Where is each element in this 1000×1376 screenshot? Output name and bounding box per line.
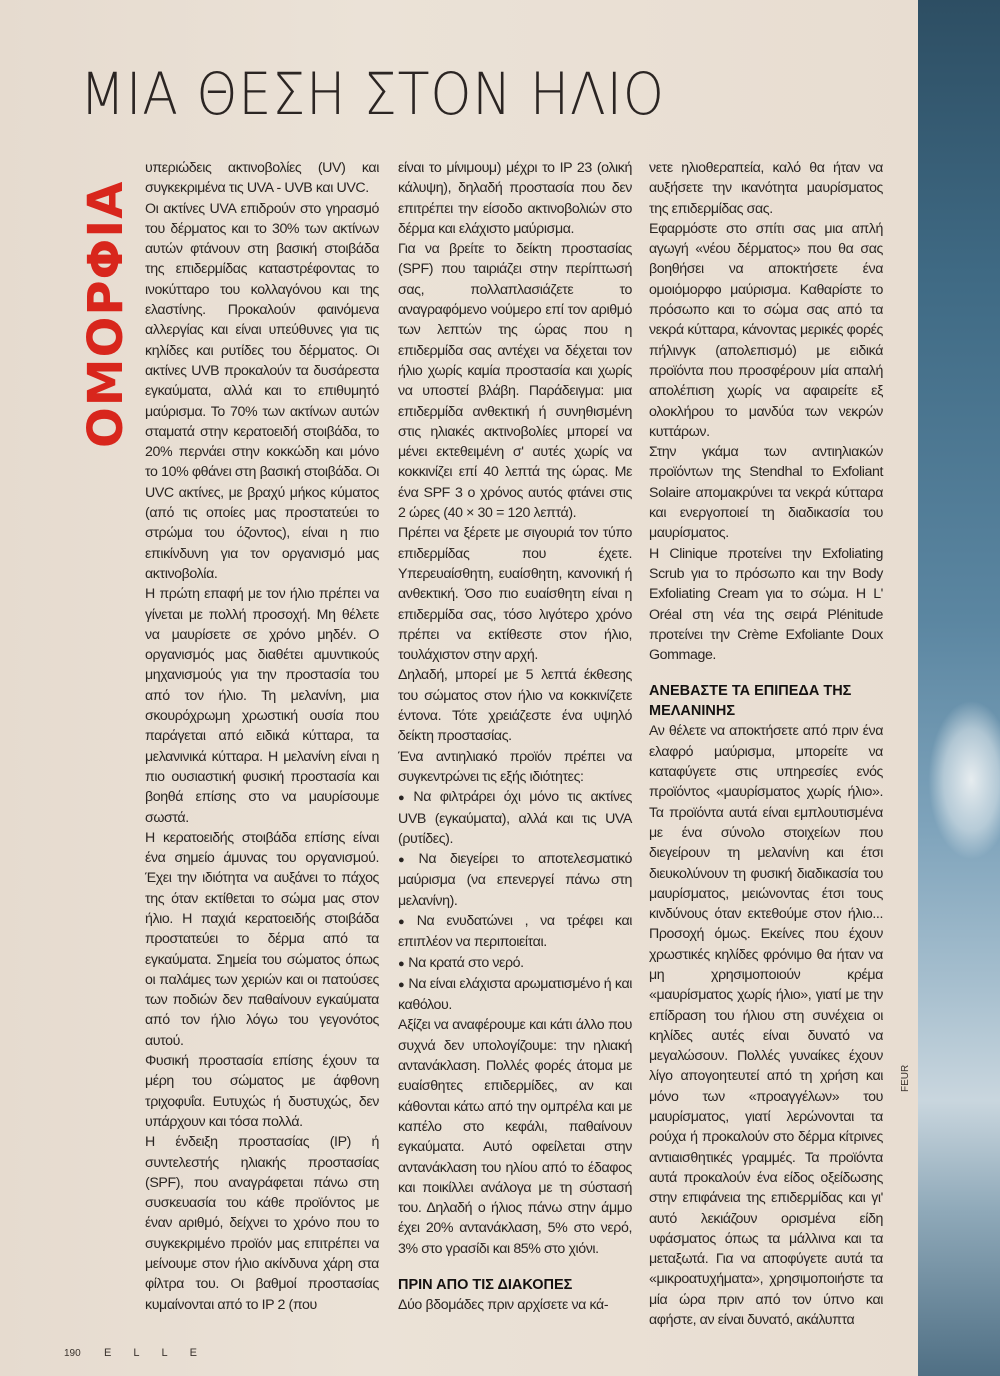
list-item: ● Να ενυδατώνει , να τρέφει και επιπλέον να περιποιείται. <box>398 911 632 953</box>
paragraph: Φυσική προστασία επίσης έχουν τα μέρη του σώματος με άφθονη τριχοφυΐα. Ευτυχώς ή δυστυχώς, δεν υπάρχουν και τόσα πολλά. <box>145 1053 379 1130</box>
paragraph: Πρέπει να ξέρετε με σιγουριά τον τύπο επιδερμίδας που έχετε. Υπερευαίσθητη, ευαίσθητη, κανονική ή ανθεκτική. Όσο πιο ευαίσθητη είναι η επιδερμίδα σας, τόσο λιγότερο χρόνο πρέπει να εκτίθεστε στον ήλιο, τουλάχιστον στην αρχή. <box>398 525 632 664</box>
sky-photo-strip <box>918 0 1000 1376</box>
paragraph: Η πρώτη επαφή με τον ήλιο πρέπει να γίνεται με πολλή προσοχή. Μη θέλετε να μαυρίσετε σε χρόνο μηδέν. Ο οργανισμός μας διαθέτει αμυντικούς μηχανισμούς για την προστασία του από τον ήλιο. Τη μελανίνη, μια σκουρόχρωμη χρωστική ουσία που παράγεται από ειδικά κύτταρα, τα μελανινικά κύτταρα. Η μελανίνη είναι η πιο ουσιαστική φυσική προστασία και βοηθά επίσης στο να μαυρίσουμε σωστά. <box>145 586 379 826</box>
photo-credit: FEUR <box>900 1064 911 1092</box>
paragraph: Η ένδειξη προστασίας (IP) ή συντελεστής ηλιακής προστασίας (SPF), που αναγράφεται πάνω στη συσκευασία του κάθε προϊόντος με έναν αριθμό, δείχνει το χρόνο που το συγκεκριμένο προϊόν μας επιτρέπει να μείνουμε στον ήλιο ακίνδυνα χάρη στα φίλτρα του. Οι βαθμοί προστασίας κυμαίνονται από το IP 2 (που <box>145 1134 379 1313</box>
article-title: ΜΙΑ ΘΕΣΗ ΣΤΟΝ ΗΛΙΟ <box>80 60 665 128</box>
paragraph: Αν θέλετε να αποκτήσετε από πριν ένα ελαφρό μαύρισμα, μπορείτε να καταφύγετε στις υπηρεσίες ενός προϊόντος «μαυρίσματος χωρίς ήλιο». Τα προϊόντα αυτά είναι εμπλουτισμένα με ένα σύνολο στοιχείων που διεγείρουν τη μελανίνη και έτσι διευκολύνουν τη φυσική διαδικασία του μαυρίσματος, μειώνοντας έτσι τους κινδύνους όταν εκτεθούμε στον ήλιο... Προσοχή όμως. Εκείνες που έχουν χρωστικές κηλίδες φρόνιμο θα ήταν να μη χρησιμοποιούν κρέμα «μαυρίσματος χωρίς ήλιο», γιατί με την επίδραση του ήλιου στη συνέχεια οι κηλίδες αυτές είναι δυνατό να μεγαλώσουν. Πολλές γυναίκες έχουν λίγο απογοητευτεί από τη χρήση και μόνο των «προαγγέλων» του μαυρίσματος, γιατί λερώνονται τα ρούχα ή προκαλούν στο δέρμα κίτρινες αντιαισθητικές γραμμές. Τα προϊόντα αυτά προκαλούν ένα είδος οξείδωσης στην επιφάνεια της επιδερμίδας και γι' αυτό λεκιάζουν ορισμένα είδη υφάσματος όπως τα μάλλινα και τα μεταξωτά. Για να αποφύγετε αυτά τα «μικροατυχήματα», χρησιμοποιήστε τα μία ώρα πριν από τον ύπνο και αφήστε, αν είναι δυνατό, ακάλυπτα <box>649 723 883 1329</box>
footer-brand: ELLE <box>104 1347 219 1359</box>
column-2 <box>398 158 632 1315</box>
column-1 <box>145 158 379 1315</box>
list-item: ● Να φιλτράρει όχι μόνο τις ακτίνες UVB (εγκαύματα), αλλά και τις UVA (ρυτίδες). <box>398 787 632 849</box>
paragraph: Στην γκάμα των αντιηλιακών προϊόντων της Stendhal το Exfoliant Solaire απομακρύνει τα νεκρά κύτταρα και ενεργοποιεί τη διαδικασία του μαυρίσματος. <box>649 444 883 542</box>
page-number: 190 <box>64 1348 81 1359</box>
paragraph: Η κερατοειδής στοιβάδα επίσης είναι ένα σημείο άμυνας του οργανισμού. Έχει την ιδιότητα να αυξάνει το πάχος της όταν εκτίθεται το σώμα μας στον ήλιο. Η παχιά κερατοειδής στοιβάδα προστατεύει το δέρμα από τα εγκαύματα. Σημεία του σώματος όπως οι παλάμες των χεριών και οι πατούσες των ποδιών δεν παθαίνουν εγκαύματα από τον ήλιο λόγω του γεγονότος αυτού. <box>145 829 379 1049</box>
paragraph: Για να βρείτε το δείκτη προστασίας (SPF) που ταιριάζει στην περίπτωσή σας, πολλαπλασιάζετε το αναγραφόμενο νούμερο επί τον αριθμό των λεπτών της ώρας που η επιδερμίδα σας αντέχει να δέχεται τον ήλιο χωρίς καμία προστασία και χωρίς να υποστεί βλάβη. Παράδειγμα: μια επιδερμίδα ανθεκτική ή συνηθισμένη στις ηλιακές ακτινοβολίες μπορεί να μένει εκτεθειμένη σ' αυτές χωρίς να κοκκινίζει επί 40 λεπτά της ώρας. Με ένα SPF 3 ο χρόνος αυτός φτάνει στις 2 ώρες (40 × 30 = 120 λεπτά). <box>398 241 632 522</box>
paragraph: Εφαρμόστε στο σπίτι σας μια απλή αγωγή «νέου δέρματος» που θα σας βοηθήσει να αποκτήσετε ένα ομοιόμορφο μαύρισμα. Καθαρίστε το πρόσωπο και το σώμα σας από τα νεκρά κύτταρα, κάνοντας μερικές φορές πήλινγκ (απολεπισμό) με ειδικά προϊόντα που προσφέρουν μία απαλή απολέπιση χωρίς να αφαιρείτε εξ ολοκλήρου το μανδύα των νεκρών κυττάρων. <box>649 220 883 440</box>
paragraph: Δύο βδομάδες πριν αρχίσετε να κά- <box>398 1297 609 1314</box>
paragraph: Η Clinique προτείνει την Exfoliating Scrub για το πρόσωπο και την Body Exfoliating Cream για το σώμα. Η L' Oréal στη νέα της σειρά Plénitude προτείνει την Crème Exfoliante Doux Gommage. <box>649 545 883 664</box>
list-item: ● Να είναι ελάχιστα αρωματισμένο ή και καθόλου. <box>398 974 632 1016</box>
paragraph: νετε ηλιοθεραπεία, καλό θα ήταν να αυξήσετε την ικανότητα μαυρίσματος της επιδερμίδας σας. <box>649 160 883 217</box>
section-label: ΟΜΟΡΦΙΑ <box>78 180 134 448</box>
paragraph: Δηλαδή, μπορεί με 5 λεπτά έκθεσης του σώματος στον ήλιο να κοκκινίζετε έντονα. Τότε χρειάζεστε ένα υψηλό δείκτη προστασίας. <box>398 667 632 745</box>
subheading-melanin: ΑΝΕΒΑΣΤΕ ΤΑ ΕΠΙΠΕΔΑ ΤΗΣ ΜΕΛΑΝΙΝΗΣ <box>649 683 852 720</box>
subheading-before-holidays: ΠΡΙΝ ΑΠΟ ΤΙΣ ΔΙΑΚΟΠΕΣ <box>398 1277 573 1294</box>
cloud-image <box>928 700 1000 860</box>
column-3 <box>649 158 883 1330</box>
paragraph: υπεριώδεις ακτινοβολίες (UV) και συγκεκριμένα τις UVA - UVB και UVC. <box>145 160 379 197</box>
paragraph: Ένα αντιηλιακό προϊόν πρέπει να συγκεντρώνει τις εξής ιδιότητες: <box>398 748 632 785</box>
paragraph: είναι το μίνιμουμ) μέχρι το IP 23 (ολική κάλυψη), δηλαδή προστασία που δεν επιτρέπει την είσοδο ακτινοβολιών στο δέρμα και ελάχιστο μαύρισμα. <box>398 160 632 237</box>
list-item: ● Να κρατά στο νερό. <box>398 953 632 974</box>
paragraph: Αξίζει να αναφέρουμε και κάτι άλλο που συχνά δεν υπολογίζουμε: την ηλιακή αντανάκλαση. Πολλές φορές άτομα με ευαίσθητες επιδερμίδες, αν και κάθονται κάτω από την ομπρέλα και με καπέλο στο κεφάλι, παθαίνουν εγκαύματα. Αυτό οφείλεται στην αντανάκλαση του ηλίου από το έδαφος και ποικίλλει ανάλογα με τη σύστασή του. Δηλαδή ο ήλιος πάνω στην άμμο έχει 20% αντανάκλαση, 5% στο νερό, 3% στο γρασίδι και 85% στο χιόνι. <box>398 1017 632 1257</box>
list-item: ● Να διεγείρει το αποτελεσματικό μαύρισμα (να επενεργεί πάνω στη μελανίνη). <box>398 849 632 911</box>
properties-list <box>398 787 632 1015</box>
paragraph: Οι ακτίνες UVA επιδρούν στο γηρασμό του δέρματος και το 30% των ακτίνων αυτών φτάνουν στη βασική στοιβάδα της επιδερμίδας καταστρέφοντας το ινοκύτταρο του κολλαγόνου και της ελαστίνης. Προκαλούν φαινόμενα αλλεργίας και είναι υπεύθυνες για τις κηλίδες και ρυτίδες του δέρματος. Οι ακτίνες UVB προκαλούν τα δυσάρεστα εγκαύματα, αλλά και το επιθυμητό μαύρισμα. Το 70% των ακτίνων αυτών σταματά στην κερατοειδή στοιβάδα, το 20% περνάει στην κοκκώδη και μόνο το 10% φθάνει στη βασική στοιβάδα. Οι UVC ακτίνες, με βραχύ μήκος κύματος (από τις οποίες μας προστατεύει το στρώμα του όζοντος), είναι η πιο επικίνδυνη για τον οργανισμό μας ακτινοβολία. <box>145 200 379 582</box>
